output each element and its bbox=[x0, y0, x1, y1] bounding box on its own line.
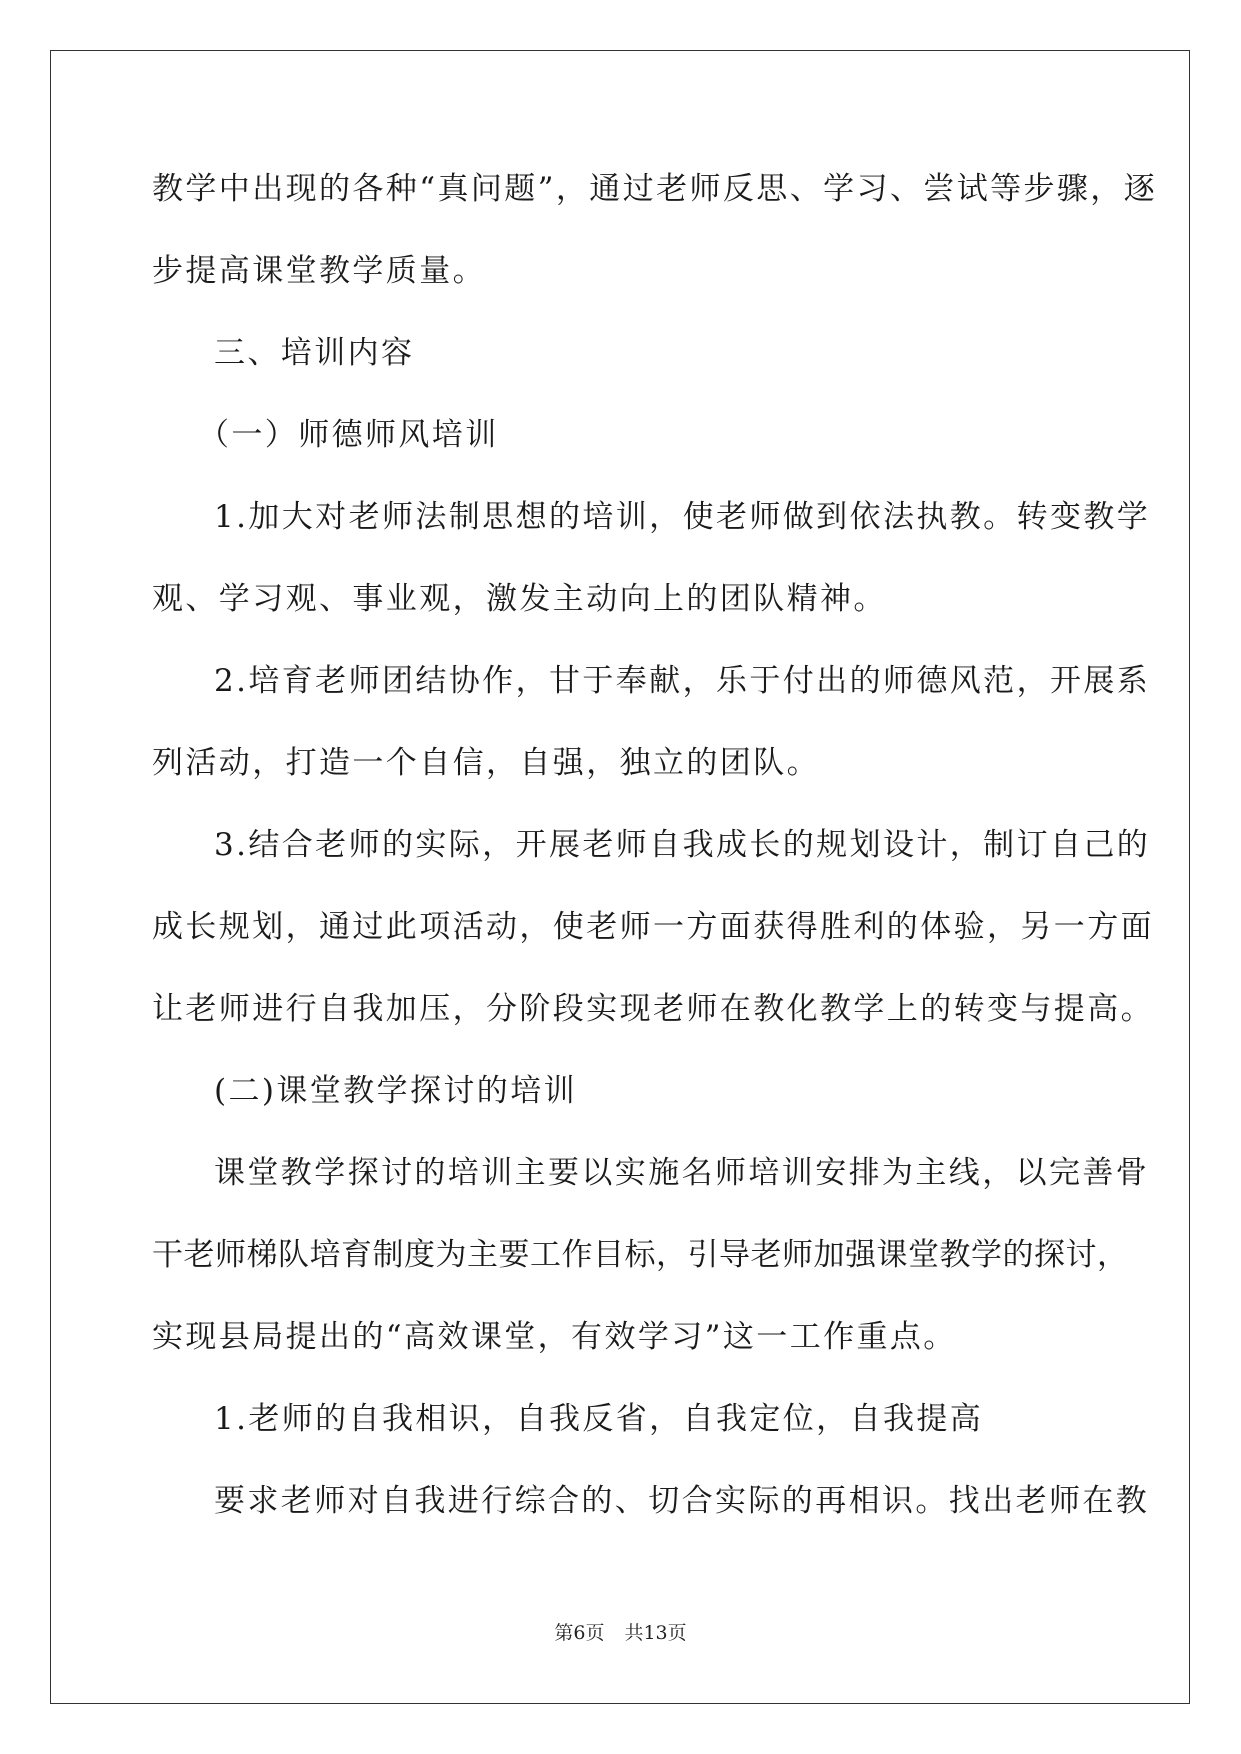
paragraph-line: 2.培育老师团结协作，甘于奉献，乐于付出的师德风范，开展系 bbox=[214, 663, 1151, 699]
paragraph-line: 要求老师对自我进行综合的、切合实际的再相识。找出老师在教 bbox=[214, 1483, 1150, 1519]
paragraph-line: 3.结合老师的实际，开展老师自我成长的规划设计，制订自己的 bbox=[214, 827, 1151, 863]
paragraph-line: 步提高课堂教学质量。 bbox=[152, 253, 486, 289]
section-heading: 三、培训内容 bbox=[214, 335, 415, 371]
subsection-heading: (二)课堂教学探讨的培训 bbox=[214, 1073, 577, 1109]
document-body bbox=[152, 164, 1158, 1558]
paragraph-line: 实现县局提出的“高效课堂，有效学习”这一工作重点。 bbox=[152, 1319, 957, 1355]
page-number: 第6页 bbox=[554, 1622, 605, 1644]
paragraph-line: 1.加大对老师法制思想的培训，使老师做到依法执教。转变教学 bbox=[214, 499, 1151, 535]
paragraph-line: 成长规划，通过此项活动，使老师一方面获得胜利的体验，另一方面 bbox=[152, 909, 1154, 945]
subsection-heading: （一）师德师风培训 bbox=[198, 417, 499, 453]
paragraph-line: 教学中出现的各种“真问题”，通过老师反思、学习、尝试等步骤，逐 bbox=[152, 171, 1158, 207]
paragraph-line: 干老师梯队培育制度为主要工作目标，引导老师加强课堂教学的探讨， bbox=[152, 1237, 1129, 1273]
paragraph-line: 让老师进行自我加压，分阶段实现老师在教化教学上的转变与提高。 bbox=[152, 991, 1154, 1027]
paragraph-line: 课堂教学探讨的培训主要以实施名师培训安排为主线，以完善骨 bbox=[214, 1155, 1150, 1191]
page-footer bbox=[0, 1618, 1241, 1645]
page-total: 共13页 bbox=[624, 1622, 687, 1644]
paragraph-line: 1.老师的自我相识，自我反省，自我定位，自我提高 bbox=[214, 1401, 984, 1437]
paragraph-line: 列活动，打造一个自信，自强，独立的团队。 bbox=[152, 745, 820, 781]
paragraph-line: 观、学习观、事业观，激发主动向上的团队精神。 bbox=[152, 581, 887, 617]
